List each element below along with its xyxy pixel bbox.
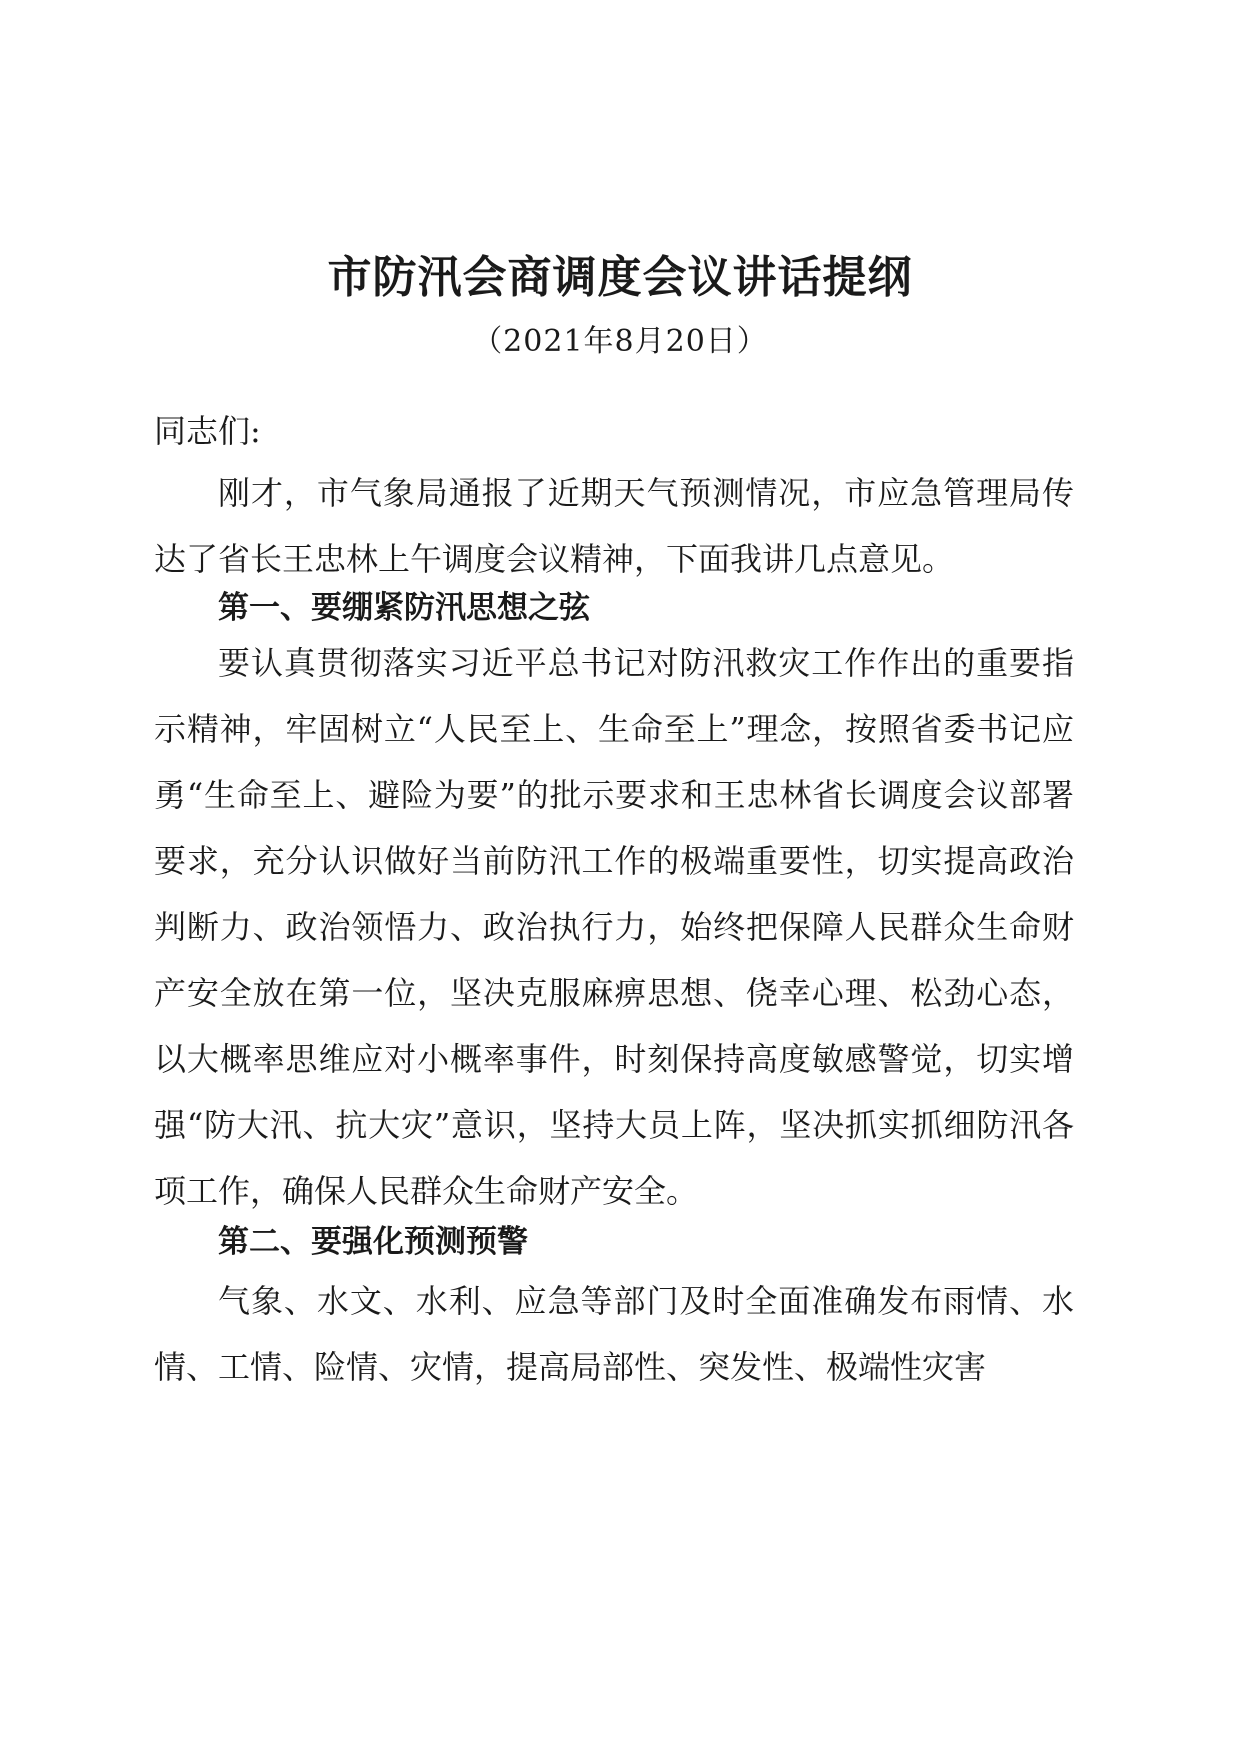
- section-1-heading: 第一、要绷紧防汛思想之弦: [218, 590, 590, 626]
- salutation: 同志们:: [154, 412, 261, 450]
- intro-paragraph: 刚才，市气象局通报了近期天气预测情况，市应急管理局传达了省长王忠林上午调度会议精神，下面我讲几点意见。: [154, 474, 1074, 578]
- section-1-paragraph: 要认真贯彻落实习近平总书记对防汛救灾工作作出的重要指示精神，牢固树立“人民至上、生命至上”理念，按照省委书记应勇“生命至上、避险为要”的批示要求和王忠林省长调度会议部署要求，充分认识做好当前防汛工作的极端重要性，切实提高政治判断力、政治领悟力、政治执行力，始终把保障人民群众生命财产安全放在第一位，坚决克服麻痹思想、侥幸心理、松劲心态，以大概率思维应对小概率事件，时刻保持高度敏感警觉，切实增强“防大汛、抗大灾”意识，坚持大员上阵，坚决抓实抓细防汛各项工作，确保人民群众生命财产安全。: [154, 644, 1074, 1210]
- document-date: （2021年8月20日）: [472, 324, 768, 359]
- document-title: 市防汛会商调度会议讲话提纲: [327, 252, 913, 303]
- section-2-paragraph: 气象、水文、水利、应急等部门及时全面准确发布雨情、水情、工情、险情、灾情，提高局部性、突发性、极端性灾害: [154, 1282, 1074, 1386]
- section-2-heading: 第二、要强化预测预警: [218, 1224, 528, 1260]
